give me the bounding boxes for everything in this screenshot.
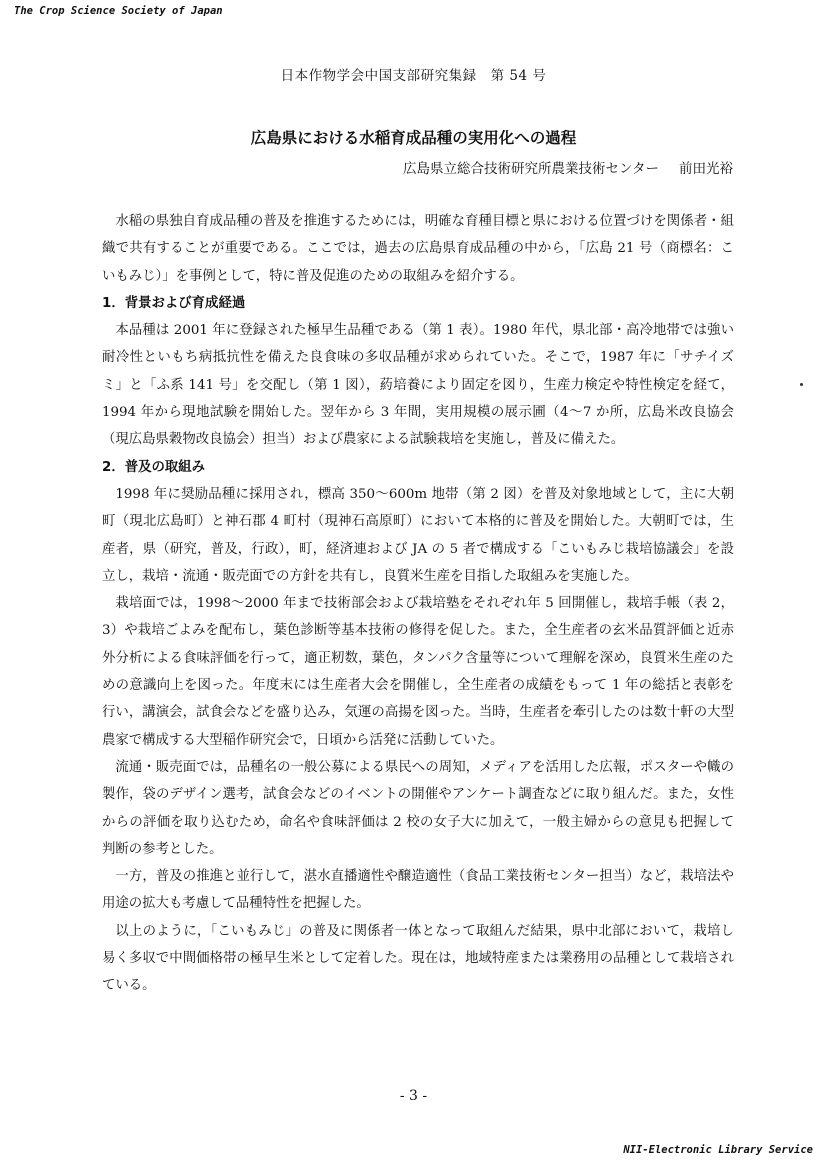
section-1-heading: 1．背景および育成経過 (102, 295, 246, 311)
scan-speck (800, 383, 803, 386)
section-2-paragraph-1: 1998 年に奨励品種に採用され，標高 350〜600m 地帯（第 2 図）を普及対象地域として，主に大朝町（現北広島町）と神石郡 4 町村（現神石高原町）において本格的に普及を開始した。大朝町では，生産者，県（研究，普及，行政），町，経済連および JA の 5 者で構成する「こいもみじ栽培協議会」を設立し，栽培・流通・販売面での方針を共有し，良質米生産を目指した取組みを実施した。 (102, 486, 734, 584)
journal-header: 日本作物学会中国支部研究集録 第 54 号 (280, 68, 547, 84)
society-watermark: The Crop Science Society of Japan (14, 5, 223, 17)
section-2-paragraph-2: 栽培面では，1998〜2000 年まで技術部会および栽培塾をそれぞれ年 5 回開催し，栽培手帳（表 2，3）や栽培ごよみを配布し，葉色診断等基本技術の修得を促した。また，全生産者の玄米品質評価と近赤外分析による食味評価を行って，適正籾数，葉色，タンパク含量等について理解を深め，良質米生産のための意識向上を図った。年度末には生産者大会を開催し，全生産者の成績をもって 1 年の総括と表彰を行い，講演会，試食会などを盛り込み，気運の高揚を図った。当時，生産者を牽引したのは数十軒の大型農家で構成する大型稲作研究会で，日頃から活発に活動していた。 (102, 596, 734, 748)
section-2-paragraph-5: 以上のように，「こいもみじ」の普及に関係者一体となって取組んだ結果，県中北部において，栽培し易く多収で中間価格帯の極早生米として定着した。現在は，地域特産または業務用の品種として栽培されている。 (102, 923, 734, 994)
author-affiliation: 広島県立総合技術研究所農業技術センター (403, 161, 659, 177)
page-number: - 3 - (399, 1088, 428, 1104)
section-2-paragraph-3: 流通・販売面では，品種名の一般公募による県民への周知，メディアを活用した広報，ポスターや幟の製作，袋のデザイン選考，試食会などのイベントの開催やアンケート調査などに取り組んだ。また，女性からの評価を取り込むため，命名や食味評価は 2 校の女子大に加えて，一般主婦からの意見も把握して判断の参考とした。 (102, 759, 734, 857)
article-title: 広島県における水稲育成品種の実用化への過程 (250, 129, 577, 147)
author-line (403, 157, 733, 177)
section-2-heading: 2．普及の取組み (102, 459, 206, 475)
author-name: 前田光裕 (679, 161, 733, 177)
library-service-watermark: NII-Electronic Library Service (623, 1144, 813, 1156)
section-1-paragraph: 本品種は 2001 年に登録された極早生品種である（第 1 表）。1980 年代，県北部・高冷地帯では強い耐冷性といもち病抵抗性を備えた良食味の多収品種が求められていた。そこで，1987 年に「サチイズミ」と「ふ系 141 号」を交配し（第 1 図），葯培養により固定を図り，生産力検定や特性検定を経て，1994 年から現地試験を開始した。翌年から 3 年間，実用規模の展示圃（4〜7 か所，広島米改良協会（現広島県穀物改良協会）担当）および農家による試験栽培を実施し，普及に備えた。 (102, 323, 734, 448)
intro-paragraph: 水稲の県独自育成品種の普及を推進するためには，明確な育種目標と県における位置づけを関係者・組織で共有することが重要である。ここでは，過去の広島県育成品種の中から，「広島 21 号（商標名：こいもみじ）」を事例として，特に普及促進のための取組みを紹介する。 (102, 214, 734, 284)
section-2-paragraph-4: 一方，普及の推進と並行して，湛水直播適性や醸造適性（食品工業技術センター担当）など，栽培法や用途の拡大も考慮して品種特性を把握した。 (102, 869, 734, 912)
article-body (102, 208, 734, 1000)
